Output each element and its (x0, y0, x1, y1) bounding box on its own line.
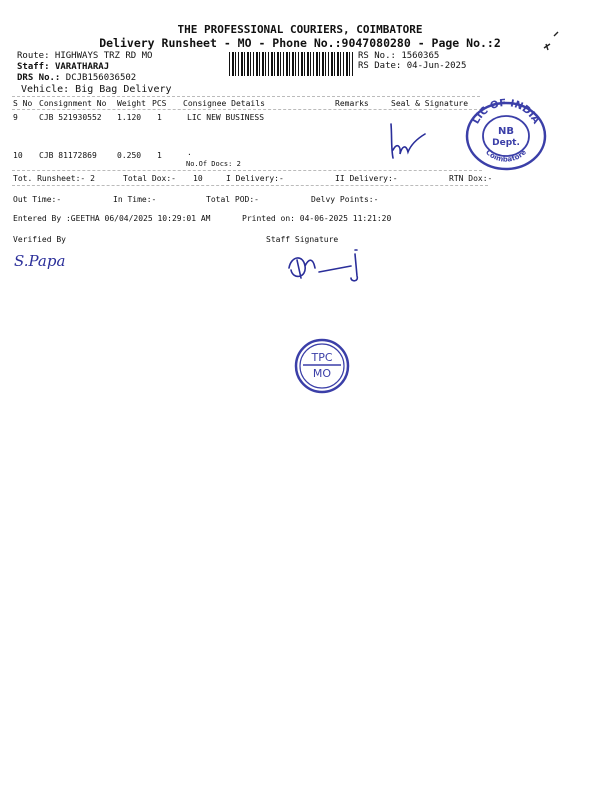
svg-text:Coimbatore (484, 148, 528, 164)
divider (12, 185, 488, 186)
col-weight: Weight (117, 99, 146, 108)
delvy-points: Delvy Points:- (311, 195, 379, 204)
drs-label: DRS No.: (17, 73, 66, 83)
divider (12, 170, 482, 171)
row-consignee: LIC NEW BUSINESS (187, 113, 265, 122)
lic-stamp (463, 97, 549, 171)
rtn-dox: RTN Dox:- (449, 174, 493, 183)
row-sno: 10 (13, 151, 23, 160)
row-weight: 0.250 (117, 151, 142, 160)
lic-center-2: Dept. (492, 138, 520, 148)
divider (12, 109, 482, 110)
vehicle-text: Vehicle: Big Bag Delivery (21, 84, 172, 95)
staff-signature-scribble (285, 248, 375, 288)
runsheet-title: Delivery Runsheet - MO - Phone No.:9047080280 - Page No.:2 (99, 36, 501, 50)
lic-ring-text: LIC OF INDIA (470, 97, 542, 127)
row-pcs: 1 (157, 151, 162, 160)
barcode (229, 52, 353, 76)
total-dox-label: Total Dox:- (123, 174, 176, 183)
handwritten-signature (385, 120, 435, 165)
company-name: THE PROFESSIONAL COURIERS, COIMBATORE (177, 23, 423, 36)
printed-on: Printed on: 04-06-2025 11:21:20 (242, 214, 392, 223)
row-consignment: CJB 521930552 (39, 113, 102, 122)
total-pod: Total POD:- (206, 195, 259, 204)
staff-signature-label: Staff Signature (266, 235, 339, 244)
col-remarks: Remarks (335, 99, 369, 108)
col-consignment: Consignment No (39, 99, 107, 108)
out-time: Out Time:- (13, 195, 62, 204)
in-time: In Time:- (113, 195, 157, 204)
verified-by-label: Verified By (13, 235, 66, 244)
row-sno: 9 (13, 113, 18, 122)
lic-city-text: Coimbatore (484, 148, 528, 164)
i-delivery: I Delivery:- (226, 174, 284, 183)
row-pcs: 1 (157, 113, 162, 122)
row-consignee: . (187, 148, 192, 157)
verifier-handwriting: S.Papa (14, 252, 66, 270)
tpc-text: TPC (311, 351, 333, 364)
tot-runsheet: Tot. Runsheet:- 2 (13, 174, 95, 183)
entered-by: Entered By :GEETHA 06/04/2025 10:29:01 AM (13, 214, 211, 223)
staff-name: VARATHARAJ (54, 62, 110, 72)
pen-mark-icon (540, 30, 570, 60)
rs-date: RS Date: 04-Jun-2025 (358, 61, 467, 71)
lic-center-1: NB (498, 126, 514, 137)
route-text: Route: HIGHWAYS TRZ RD MO (17, 51, 153, 61)
drs-number: DCJB156036502 (65, 73, 137, 83)
col-consignee: Consignee Details (183, 99, 265, 108)
col-pcs: PCS (152, 99, 167, 108)
total-dox-value: 10 (193, 174, 203, 183)
rs-number: RS No.: 1560365 (358, 51, 440, 61)
row-docs-count: No.Of Docs: 2 (186, 160, 241, 168)
ii-delivery: II Delivery:- (335, 174, 398, 183)
staff-label: Staff: (17, 62, 55, 72)
mo-text: MO (312, 367, 332, 380)
col-sno: S No (13, 99, 33, 108)
row-weight: 1.120 (117, 113, 142, 122)
staff-line (17, 62, 109, 72)
divider (12, 96, 480, 97)
tpc-mo-stamp (294, 338, 350, 394)
col-seal-signature: Seal & Signature (391, 99, 469, 108)
row-consignment: CJB 81172869 (39, 151, 97, 160)
drs-line (17, 73, 136, 83)
